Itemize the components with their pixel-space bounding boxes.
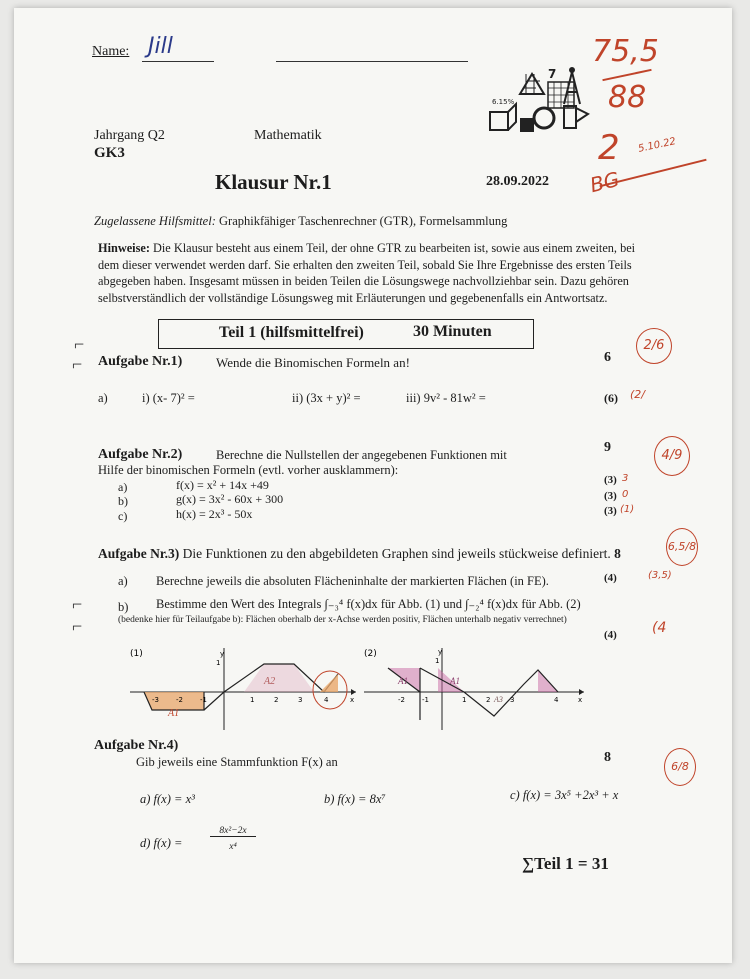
a3-a-label: a) — [118, 574, 128, 588]
check-mark: ⌐ — [72, 594, 83, 614]
a2-b-points: (3) — [604, 490, 617, 502]
hinweise: Hinweise: Die Klausur besteht aus einem Teil, der ohne GTR zu bearbeiten ist, sowie aus einem zweiten, bei dem dieser verwendet werden darf. Sie erhalten den zweiten Teil, sobald Sie Ihre Ergebnisse des ersten Teils abgegeben haben. Insgesamt müssen in beiden Teilen die Lösungswege nachvollziehbar sein. Dazu gehören selbstverständlich der vollständige Lösungsweg mit Erläuterungen und gegebenenfalls ein Antwortsatz. — [98, 241, 636, 305]
svg-text:1: 1 — [216, 659, 221, 667]
year: Jahrgang Q2 — [94, 128, 165, 143]
graph1-label: (1) — [130, 649, 143, 659]
name-line — [276, 60, 468, 62]
a2-text2: Hilfe der binomischen Formeln (evtl. vorher ausklammern): — [98, 463, 399, 477]
a3-a-points: (4) — [604, 572, 617, 584]
svg-text:y: y — [220, 650, 225, 658]
svg-text:x: x — [350, 696, 355, 704]
a2-a-func: f(x) = x² + 14x +49 — [176, 478, 269, 492]
a2-a-points: (3) — [604, 474, 617, 486]
svg-text:x: x — [578, 696, 583, 704]
a3-b-text: Bestimme den Wert des Integrals ∫₋₃⁴ f(x)dx für Abb. (1) und ∫₋₂⁴ f(x)dx für Abb. (2) — [156, 597, 581, 611]
svg-text:4: 4 — [324, 696, 329, 704]
a2-c-hand: (1) — [620, 504, 635, 515]
name-underline — [142, 60, 214, 62]
exam-page — [14, 8, 732, 963]
a4-hand-score: 6/8 — [664, 748, 696, 786]
a2-c-points: (3) — [604, 505, 617, 517]
teil-label: Teil 1 (hilfsmittelfrei) — [219, 324, 364, 341]
svg-text:3: 3 — [298, 696, 303, 704]
course: GK3 — [94, 145, 125, 161]
exam-title: Klausur Nr.1 — [215, 170, 332, 194]
check-mark: ⌐ — [72, 616, 83, 636]
a2-b-hand: 0 — [622, 489, 629, 500]
hilfsmittel: Zugelassene Hilfsmittel: Graphikfähiger Taschenrechner (GTR), Formelsammlung — [94, 214, 508, 228]
svg-text:A2: A2 — [264, 676, 276, 687]
svg-text:y: y — [438, 648, 443, 656]
a2-c-label: c) — [118, 509, 128, 523]
svg-text:-3: -3 — [152, 696, 159, 704]
subject: Mathematik — [254, 128, 322, 143]
a4-a: a) f(x) = x³ — [140, 792, 195, 806]
a3-b-hand: (4 — [652, 620, 667, 636]
grade-date-note: 5.10.22 — [637, 136, 677, 155]
math-logo-icon — [484, 64, 592, 140]
a1-iii: iii) 9v² - 81w² = — [406, 391, 486, 405]
a2-c-func: h(x) = 2x³ - 50x — [176, 507, 253, 521]
a1-hand-score: 2/6 — [636, 328, 672, 364]
a3-a-hand: (3,5) — [648, 570, 672, 581]
a4-d-den: x⁴ — [229, 842, 237, 852]
svg-text:1: 1 — [435, 657, 440, 665]
a1-title: Aufgabe Nr.1) — [98, 354, 183, 369]
svg-text:A1: A1 — [398, 676, 408, 686]
a2-title: Aufgabe Nr.2) — [98, 447, 183, 462]
svg-text:1: 1 — [462, 696, 467, 704]
a1-text: Wende die Binomischen Formeln an! — [216, 355, 410, 370]
name-label: Name: — [92, 44, 130, 59]
a3-hand-score: 6,5/8 — [666, 528, 698, 566]
svg-text:-2: -2 — [176, 696, 183, 704]
exam-date: 28.09.2022 — [486, 174, 549, 189]
svg-text:2: 2 — [274, 696, 279, 704]
a3-a-text: Berechne jeweils die absoluten Flächeninhalte der markierten Flächen (in FE). — [156, 574, 549, 588]
a1-a-label: a) — [98, 391, 108, 405]
svg-text:-2: -2 — [398, 696, 405, 704]
svg-text:A1: A1 — [168, 708, 180, 719]
teil-time: 30 Minuten — [413, 323, 492, 340]
a4-b: b) f(x) = 8x⁷ — [324, 792, 386, 806]
teil-box — [158, 319, 534, 349]
svg-text:3: 3 — [510, 696, 515, 704]
a3-b-points: (4) — [604, 629, 617, 641]
total-handwritten: 88 — [608, 80, 647, 115]
a4-points: 8 — [604, 750, 611, 765]
a2-points: 9 — [604, 440, 611, 455]
check-mark: ⌐ — [72, 354, 83, 374]
sum-teil-1: ∑Teil 1 = 31 — [522, 854, 609, 873]
a1-points: 6 — [604, 350, 611, 365]
initials-handwritten: BG — [587, 166, 622, 198]
graph-1 — [124, 640, 360, 736]
a2-text1: Berechne die Nullstellen der angegebenen Funktionen mit — [216, 448, 507, 462]
svg-text:2: 2 — [486, 696, 491, 704]
a1-hand-sub: (2/ — [630, 388, 645, 401]
a4-d-num: 8x²−2x — [210, 826, 256, 837]
score-handwritten: 75,5 — [592, 34, 659, 69]
a2-a-hand: 3 — [622, 473, 629, 484]
a3-line: Aufgabe Nr.3) Die Funktionen zu den abgebildeten Graphen sind jeweils stückweise definiert. 8 — [98, 546, 621, 561]
graph2-label: (2) — [364, 649, 377, 659]
a1-i: i) (x- 7)² = — [142, 391, 195, 405]
svg-text:-1: -1 — [200, 696, 207, 704]
logo-percent: 6.15% — [492, 98, 515, 106]
a4-text: Gib jeweils eine Stammfunktion F(x) an — [136, 755, 338, 769]
a1-sub-points: (6) — [604, 391, 618, 405]
svg-text:A3: A3 — [494, 695, 503, 704]
svg-text:-1: -1 — [422, 696, 429, 704]
a2-b-label: b) — [118, 494, 128, 508]
check-mark: ⌐ — [74, 334, 85, 354]
grade-handwritten: 2 — [598, 128, 620, 168]
svg-text:4: 4 — [554, 696, 559, 704]
graph-2 — [358, 640, 590, 736]
a4-title: Aufgabe Nr.4) — [94, 738, 179, 753]
a1-ii: ii) (3x + y)² = — [292, 391, 361, 405]
a3-note: (bedenke hier für Teilaufgabe b): Flächen oberhalb der x-Achse werden positiv, Flächen unterhalb negativ verrechnet) — [118, 615, 567, 625]
a3-b-label: b) — [118, 600, 129, 614]
a4-d-label: d) f(x) = — [140, 836, 183, 850]
name-value: Jill — [148, 34, 173, 59]
svg-text:1: 1 — [250, 696, 255, 704]
svg-text:A1: A1 — [450, 676, 460, 686]
a2-a-label: a) — [118, 480, 128, 494]
svg-text:7: 7 — [548, 67, 557, 81]
a2-hand-score: 4/9 — [654, 436, 690, 476]
a4-c: c) f(x) = 3x⁵ +2x³ + x — [510, 788, 619, 802]
a2-b-func: g(x) = 3x² - 60x + 300 — [176, 492, 284, 506]
